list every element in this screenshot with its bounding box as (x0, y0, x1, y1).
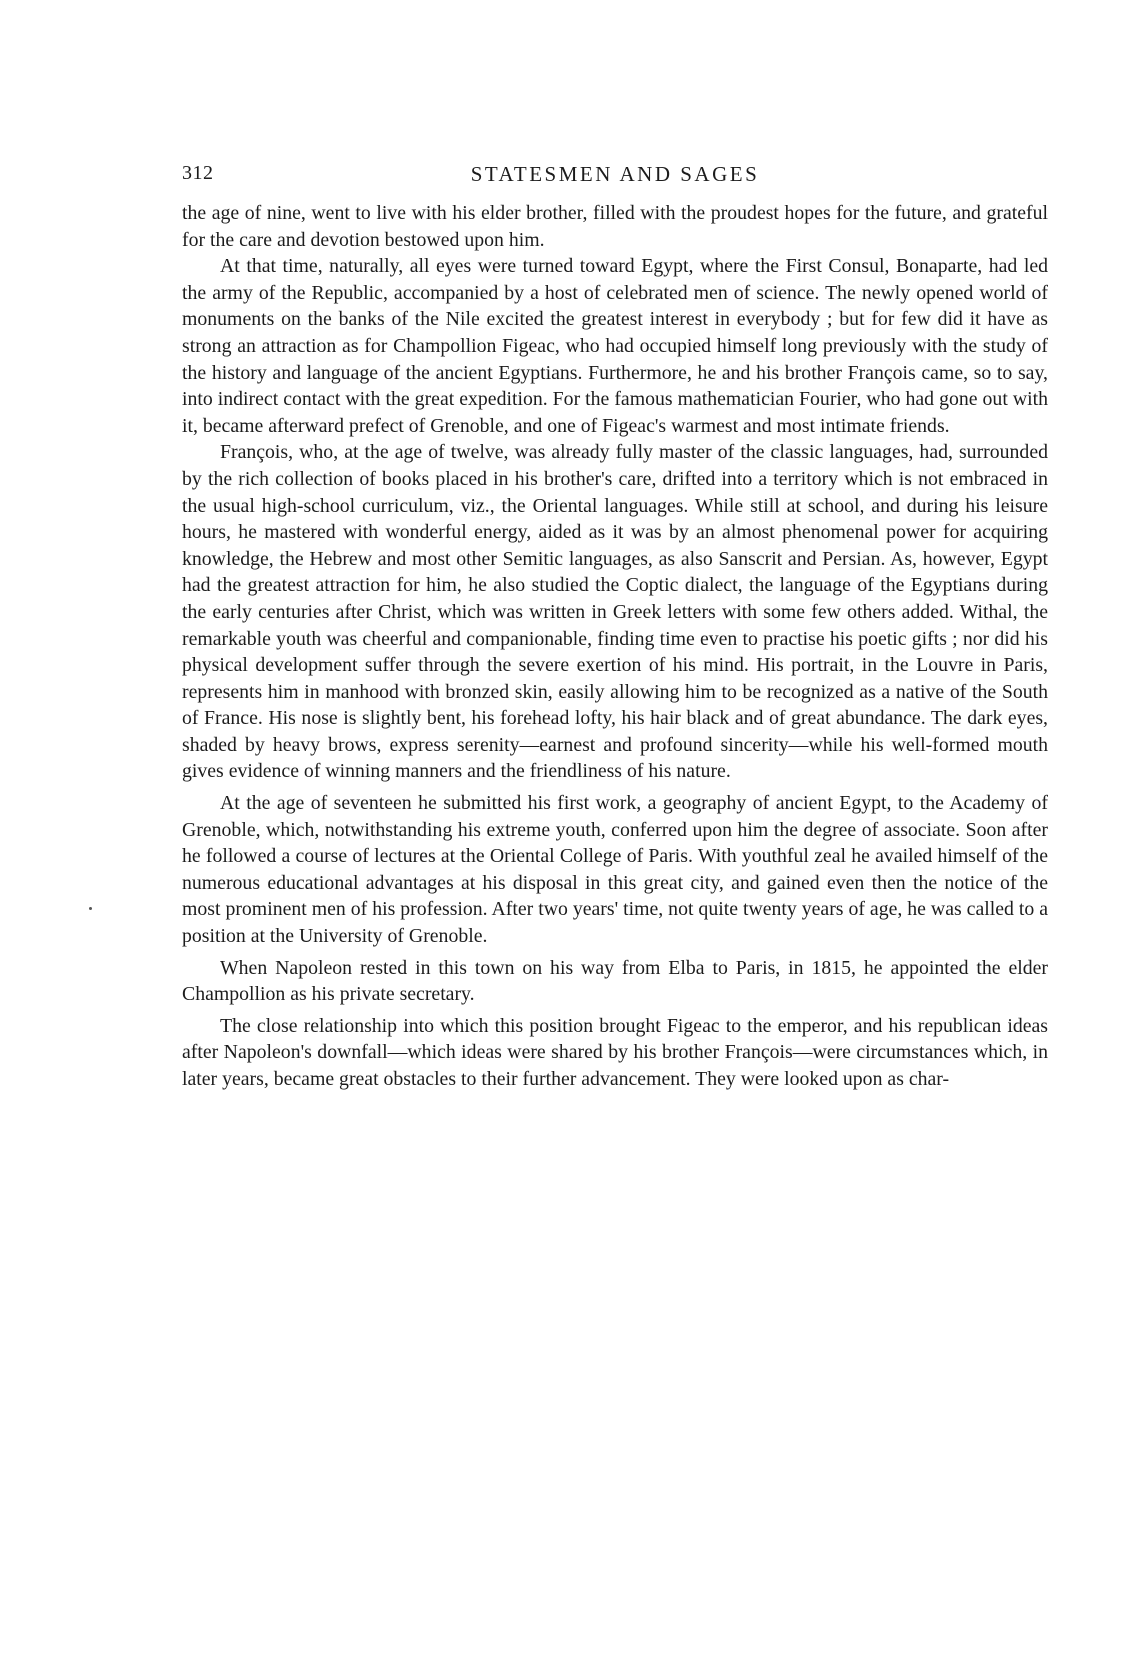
paragraph-napoleon-secretary: When Napoleon rested in this town on his way from Elba to Paris, in 1815, he appointed the elder Champollion as his private secretary. (182, 956, 1048, 1006)
book-page (182, 162, 1048, 1093)
paragraph-continued: the age of nine, went to live with his elder brother, filled with the proudest hopes for the future, and grateful for the care and devotion bestowed upon him. (182, 202, 1048, 251)
margin-speck (89, 907, 92, 910)
paragraph-francois-languages: François, who, at the age of twelve, was already fully master of the classic languages, had, surrounded by the rich collection of books placed in his brother's care, drifted into a territory which is not embraced in the usual high-school curriculum, viz., the Oriental languages. While still at school, and during his leisure hours, he mastered with wonderful energy, aided as it was by an almost phenomenal power for acquiring knowledge, the Hebrew and most other Semitic languages, as also Sanscrit and Persian. As, however, Egypt had the greatest attraction for him, he also studied the Coptic dialect, the language of the Egyptians during the early centuries after Christ, which was written in Greek letters with some few others added. Withal, the remarkable youth was cheerful and companionable, finding time even to practise his poetic gifts ; nor did his physical development suffer through the severe exertion of his mind. His portrait, in the Louvre in Paris, represents him in manhood with bronzed skin, easily allowing him to be recognized as a native of the South of France. His nose is slightly bent, his forehead lofty, his hair black and of great abundance. The dark eyes, shaded by heavy brows, express serenity—earnest and profound sincerity—while his well-formed mouth gives evidence of winning manners and the friendliness of his nature. (182, 441, 1048, 783)
paragraph-academy-grenoble: At the age of seventeen he submitted his first work, a geography of ancient Egypt, to the Academy of Grenoble, which, notwithstanding his extreme youth, conferred upon him the degree of associate. Soon after he followed a course of lectures at the Oriental College of Paris. With youthful zeal he availed himself of the numerous educational advantages at his disposal in this great city, and gained even then the notice of the most prominent men of his profession. After two years' time, not quite twenty years of age, he was called to a position at the University of Grenoble. (182, 792, 1048, 948)
paragraph-republican-ideas: The close relationship into which this position brought Figeac to the emperor, and his republican ideas after Napoleon's downfall—which ideas were shared by his brother François—were circumstances which, in later years, became great obstacles to their further advancement. They were looked upon as char- (182, 1014, 1048, 1090)
running-title: STATESMEN AND SAGES (470, 162, 760, 186)
running-head (182, 162, 1048, 192)
page-number: 312 (182, 162, 214, 184)
paragraph-egypt-expedition: At that time, naturally, all eyes were turned toward Egypt, where the First Consul, Bonaparte, had led the army of the Republic, accompanied by a host of celebrated men of science. The newly opened world of monuments on the banks of the Nile excited the greatest interest in everybody ; but for few did it have as strong an attraction as for Champollion Figeac, who had occupied himself long previously with the study of the history and language of the ancient Egyptians. Furthermore, he and his brother François came, so to say, into indirect contact with the great expedition. For the famous mathematician Fourier, who had gone out with it, became afterward prefect of Grenoble, and one of Figeac's warmest and most intimate friends. (182, 255, 1048, 437)
